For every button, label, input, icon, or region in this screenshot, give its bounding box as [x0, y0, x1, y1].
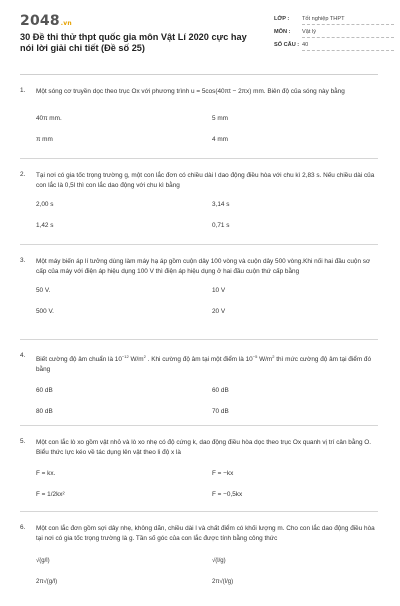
meta-value: Tốt nghiệp THPT	[302, 16, 394, 25]
document-meta	[274, 16, 398, 55]
answer-option[interactable]: 70 dB	[212, 408, 229, 415]
answer-option[interactable]: F = 1/2kx²	[36, 491, 65, 498]
exponent: −5	[252, 354, 258, 359]
answer-option[interactable]: 60 dB	[212, 387, 229, 394]
answer-option[interactable]: 80 dB	[36, 408, 53, 415]
question-text: Một con lắc lò xo gồm vật nhỏ và lò xo nhẹ có độ cứng k, dao động điều hòa dọc theo trục Ox quanh vị trí cân bằng O. Biểu thức lực kéo về tác dụng lên vật theo li độ x là	[36, 439, 372, 456]
answer-option[interactable]: √(g/l)	[36, 558, 50, 564]
question-number: 1.	[20, 87, 26, 94]
question-number: 2.	[20, 171, 26, 178]
answer-option[interactable]: 500 V.	[36, 308, 54, 315]
answer-option[interactable]: 2π√(g/l)	[36, 579, 58, 585]
meta-question-count	[274, 42, 398, 55]
question-number: 6.	[20, 524, 26, 531]
logo-suffix: .vn	[60, 20, 72, 27]
meta-grade	[274, 16, 398, 29]
document-header	[20, 0, 378, 75]
question-text: Một sóng cơ truyền dọc theo trục Ox với phương trình u = 5cos(40πt − 2πx) mm. Biên độ của sóng này bằng	[36, 88, 345, 95]
question-4	[20, 340, 378, 426]
meta-subject	[274, 29, 398, 42]
question-3	[20, 245, 378, 340]
answer-option[interactable]: √(l/g)	[212, 558, 226, 564]
meta-value: Vật lý	[302, 29, 394, 38]
meta-key: LỚP :	[274, 16, 290, 22]
question-number: 5.	[20, 438, 26, 445]
exponent: 2	[143, 354, 146, 359]
answer-option[interactable]: 0,71 s	[212, 222, 230, 229]
answer-option[interactable]: 4 mm	[212, 136, 228, 143]
text-part: W/m	[257, 356, 273, 363]
question-text	[36, 340, 378, 375]
answer-option[interactable]: 60 dB	[36, 387, 53, 394]
meta-key: MÔN :	[274, 29, 291, 35]
answer-option[interactable]: 40π mm.	[36, 115, 62, 122]
question-text: Một con lắc đơn gồm sợi dây nhẹ, không dãn, chiều dài l và chất điểm có khối lượng m. Cho con lắc dao động điều hòa tại nơi có gia tốc trọng trường là g. Tần số góc của con lắc được tính bằng công thức	[36, 525, 375, 542]
answer-option[interactable]: F = −0,5kx	[212, 491, 243, 498]
question-5	[20, 426, 378, 512]
answer-option[interactable]: 20 V	[212, 308, 226, 315]
answer-option[interactable]: 10 V	[212, 287, 226, 294]
question-text: Một máy biến áp lí tưởng dùng làm máy hạ áp gồm cuộn dây 100 vòng và cuộn dây 500 vòng.Khi nối hai đầu cuộn sơ cấp của máy với điện áp hiệu dụng 100 V thì điện áp hiệu dụng ở hai đầu cuộn thứ cấp bằng	[36, 258, 371, 275]
text-part: thì mức cường độ âm tại điểm đó bằng	[36, 356, 372, 373]
text-part: . Khi cường độ âm tại một điểm là 10	[145, 356, 253, 363]
answer-option[interactable]: F = −kx	[212, 470, 234, 477]
question-text: Tại nơi có gia tốc trọng trường g, một con lắc đơn có chiều dài l dao động điều hòa với chu kì 2,83 s. Nếu chiều dài của con lắc là 0,5l thì con lắc dao động với chu kì bằng	[36, 172, 375, 189]
question-1	[20, 75, 378, 159]
question-6	[20, 512, 378, 606]
document-title: 30 Đề thi thử thpt quốc gia môn Vật Lí 2020 cực hay nói lời giải chi tiết (Đề số 25)	[20, 32, 247, 53]
question-2	[20, 159, 378, 245]
text-part: W/m	[128, 356, 144, 363]
logo-text: 2048	[20, 13, 60, 29]
exponent: −12	[121, 354, 129, 359]
answer-option[interactable]: 50 V.	[36, 287, 51, 294]
exponent: 2	[272, 354, 275, 359]
answer-option[interactable]: 2,00 s	[36, 201, 54, 208]
meta-value: 40	[302, 42, 394, 51]
answer-option[interactable]: π mm	[36, 136, 53, 143]
question-number: 4.	[20, 352, 26, 359]
meta-key: SỐ CÂU :	[274, 42, 300, 48]
text-part: Biết cường độ âm chuẩn là 10	[36, 356, 122, 363]
answer-option[interactable]: 1,42 s	[36, 222, 54, 229]
question-number: 3.	[20, 257, 26, 264]
site-logo[interactable]	[20, 13, 72, 29]
answer-option[interactable]: 3,14 s	[212, 201, 230, 208]
answer-option[interactable]: F = kx.	[36, 470, 56, 477]
answer-option[interactable]: 2π√(l/g)	[212, 579, 234, 585]
answer-option[interactable]: 5 mm	[212, 115, 228, 122]
